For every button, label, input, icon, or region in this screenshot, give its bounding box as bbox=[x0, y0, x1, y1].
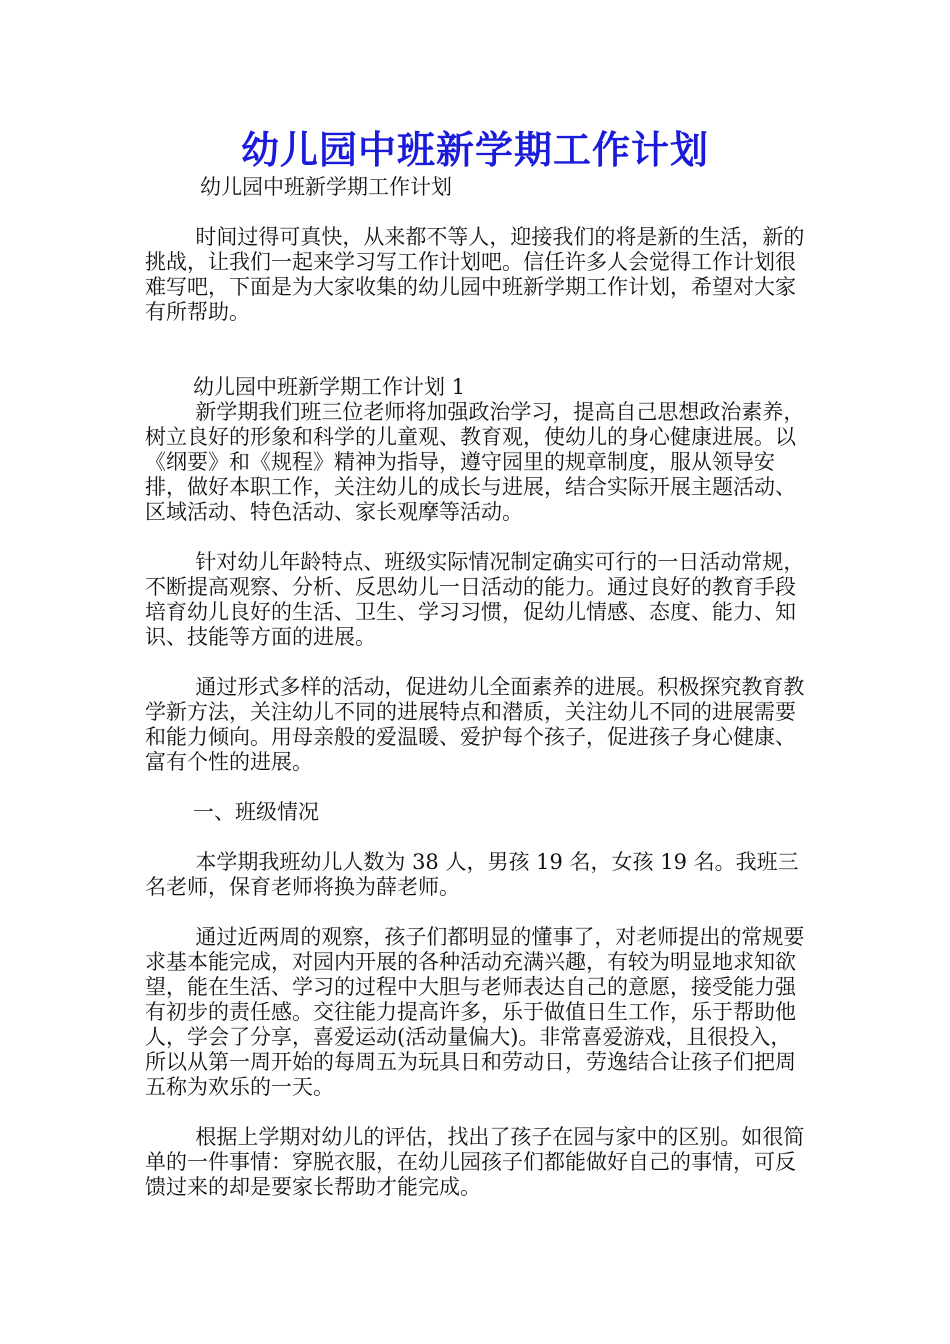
class-paragraph-2: 通过近两周的观察，孩子们都明显的懂事了，对老师提出的常规要求基本能完成，对园内开展的各种活动充满兴趣，有较为明显地求知欲望，能在生活、学习的过程中大胆与老师表达自己的意愿，接受能力强有初步的责任感。交往能力提高许多，乐于做值日生工作，乐于帮助他人，学会了分享，喜爱运动(活动量偏大)。非常喜爱游戏，且很投入，所以从第一周开始的每周五为玩具日和劳动日，劳逸结合让孩子们把周五称为欢乐的一天。 bbox=[145, 925, 805, 1099]
spacer bbox=[145, 900, 810, 925]
document-title: 幼儿园中班新学期工作计划 bbox=[240, 127, 709, 172]
spacer bbox=[145, 525, 810, 550]
paragraph-2: 针对幼儿年龄特点、班级实际情况制定确实可行的一日活动常规，不断提高观察、分析、反思幼儿一日活动的能力。通过良好的教育手段培育幼儿良好的生活、卫生、学习习惯，促幼儿情感、态度、能力、知识、技能等方面的进展。 bbox=[145, 550, 805, 649]
section-title: 幼儿园中班新学期工作计划 1 bbox=[193, 375, 466, 399]
spacer bbox=[145, 650, 810, 675]
document-subtitle: 幼儿园中班新学期工作计划 bbox=[200, 175, 452, 199]
class-paragraph-3: 根据上学期对幼儿的评估，找出了孩子在园与家中的区别。如很简单的一件事情：穿脱衣服，在幼儿园孩子们都能做好自己的事情，可反馈过来的却是要家长帮助才能完成。 bbox=[145, 1125, 805, 1199]
heading-class-situation: 一、班级情况 bbox=[193, 800, 319, 824]
spacer bbox=[145, 1100, 810, 1125]
spacer bbox=[145, 200, 810, 225]
spacer bbox=[145, 325, 810, 375]
paragraph-3: 通过形式多样的活动，促进幼儿全面素养的进展。积极探究教育教学新方法，关注幼儿不同的进展特点和潜质，关注幼儿不同的进展需要和能力倾向。用母亲般的爱温暖、爱护每个孩子，促进孩子身心健康、富有个性的进展。 bbox=[145, 675, 805, 774]
intro-paragraph: 时间过得可真快，从来都不等人，迎接我们的将是新的生活，新的挑战，让我们一起来学习写工作计划吧。信任许多人会觉得工作计划很难写吧，下面是为大家收集的幼儿园中班新学期工作计划，希望对大家有所帮助。 bbox=[145, 225, 805, 324]
paragraph-1: 新学期我们班三位老师将加强政治学习，提高自己思想政治素养，树立良好的形象和科学的儿童观、教育观，使幼儿的身心健康进展。以《纲要》和《规程》精神为指导，遵守园里的规章制度，服从领导安排，做好本职工作，关注幼儿的成长与进展，结合实际开展主题活动、区域活动、特色活动、家长观摩等活动。 bbox=[145, 400, 805, 524]
spacer bbox=[145, 775, 810, 800]
class-paragraph-1: 本学期我班幼儿人数为 38 人，男孩 19 名，女孩 19 名。我班三名老师，保育老师将换为薛老师。 bbox=[145, 850, 799, 899]
document-body bbox=[145, 175, 810, 1200]
spacer bbox=[145, 825, 810, 850]
